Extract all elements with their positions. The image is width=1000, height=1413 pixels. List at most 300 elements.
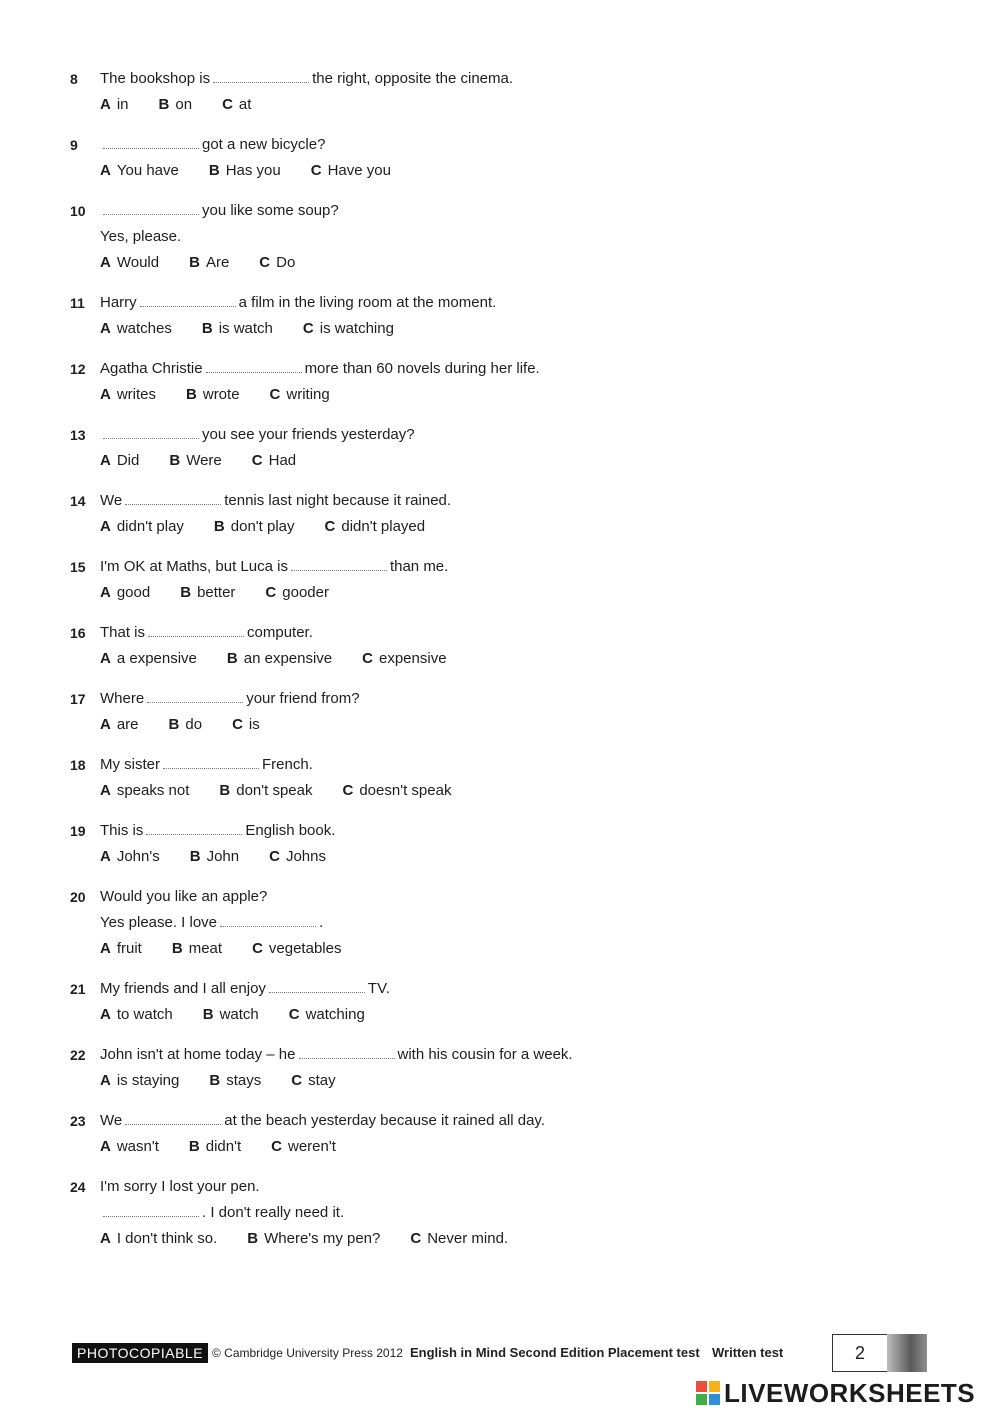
question-text: [100, 66, 513, 92]
answer-option[interactable]: [219, 778, 312, 804]
question-text: [100, 290, 496, 316]
question-number: 15: [70, 559, 86, 575]
question-text-part: you like some soup?: [202, 202, 339, 219]
answer-option[interactable]: [100, 936, 142, 962]
option-letter: A: [100, 584, 111, 601]
question-text-part: tennis last night because it rained.: [224, 492, 452, 509]
option-letter: C: [259, 254, 271, 271]
option-text: Do: [276, 254, 296, 271]
question-line: [70, 1108, 950, 1134]
answer-option[interactable]: [209, 1068, 261, 1094]
answer-options: [100, 448, 326, 474]
answer-option[interactable]: [172, 936, 222, 962]
option-text: don't speak: [236, 782, 313, 799]
answer-option[interactable]: [303, 316, 394, 342]
question-item: [70, 976, 950, 1028]
question-text-part: Where: [100, 690, 145, 707]
answer-blank[interactable]: [147, 688, 243, 703]
question-number: 20: [70, 889, 86, 905]
question-text-part: Would you like an apple?: [100, 888, 268, 905]
question-text: [100, 884, 267, 910]
option-text: You have: [116, 162, 179, 179]
option-text: fruit: [116, 940, 142, 957]
option-letter: A: [100, 650, 111, 667]
question-item: [70, 356, 950, 408]
option-text: is watch: [218, 320, 273, 337]
option-letter: C: [222, 96, 233, 113]
question-text-part: than me.: [389, 558, 449, 575]
option-letter: B: [201, 320, 213, 337]
option-letter: B: [189, 254, 200, 271]
answer-option[interactable]: [100, 514, 184, 540]
answer-options: [100, 1002, 395, 1028]
option-letter: A: [100, 1230, 111, 1247]
options-line: [70, 1002, 950, 1028]
question-text: [100, 818, 335, 844]
option-text: Have you: [327, 162, 391, 179]
answer-option[interactable]: [247, 1226, 380, 1252]
answer-option[interactable]: [271, 1134, 336, 1160]
answer-option[interactable]: [265, 580, 329, 606]
question-number: 17: [70, 691, 86, 707]
question-text-part: Yes please. I love: [100, 914, 218, 931]
answer-blank[interactable]: [140, 292, 236, 307]
question-list: [70, 66, 950, 1266]
copyright-text: © Cambridge University Press 2012: [212, 1346, 403, 1360]
answer-option[interactable]: [189, 250, 229, 276]
option-letter: C: [265, 584, 277, 601]
answer-option[interactable]: [100, 844, 160, 870]
answer-blank[interactable]: [125, 490, 221, 505]
question-text: [100, 1174, 260, 1200]
option-letter: C: [269, 386, 281, 403]
question-number: 8: [70, 71, 78, 87]
option-letter: C: [362, 650, 373, 667]
question-number: 21: [70, 981, 86, 997]
question-item: [70, 884, 950, 962]
question-text-part: Agatha Christie: [100, 360, 203, 377]
answer-blank[interactable]: [213, 68, 309, 83]
answer-option[interactable]: [100, 712, 139, 738]
option-text: Are: [205, 254, 230, 271]
option-text: speaks not: [116, 782, 190, 799]
question-item: [70, 1108, 950, 1160]
answer-option[interactable]: [289, 1002, 365, 1028]
option-text: didn't played: [341, 518, 426, 535]
question-number: 19: [70, 823, 86, 839]
question-text-part: the right, opposite the cinema.: [312, 70, 514, 87]
answer-option[interactable]: [186, 382, 240, 408]
option-letter: C: [302, 320, 314, 337]
answer-option[interactable]: [291, 1068, 335, 1094]
option-text: vegetables: [268, 940, 342, 957]
answer-option[interactable]: [325, 514, 426, 540]
question-text-part: We: [100, 1112, 123, 1129]
answer-option[interactable]: [100, 250, 159, 276]
answer-options: [100, 382, 360, 408]
option-text: stays: [226, 1072, 262, 1089]
answer-option[interactable]: [100, 382, 156, 408]
question-item: [70, 488, 950, 540]
option-letter: B: [202, 1006, 214, 1023]
option-letter: A: [100, 1138, 111, 1155]
option-letter: A: [100, 518, 111, 535]
option-letter: A: [100, 1006, 111, 1023]
page-number: 2: [832, 1334, 888, 1372]
answer-option[interactable]: [189, 1134, 241, 1160]
option-letter: B: [219, 782, 231, 799]
answer-options: [100, 1134, 366, 1160]
question-text-part: I'm sorry I lost your pen.: [100, 1178, 260, 1195]
answer-blank[interactable]: [299, 1044, 395, 1059]
question-number: 14: [70, 493, 86, 509]
question-text: [100, 620, 313, 646]
option-text: on: [175, 96, 193, 113]
answer-option[interactable]: [227, 646, 332, 672]
option-text: stay: [308, 1072, 336, 1089]
option-letter: A: [100, 254, 111, 271]
answer-option[interactable]: [169, 448, 221, 474]
option-text: Has you: [225, 162, 281, 179]
options-line: [70, 382, 950, 408]
option-letter: B: [208, 162, 220, 179]
option-letter: A: [100, 386, 111, 403]
options-line: [70, 1068, 950, 1094]
answer-blank[interactable]: [103, 424, 199, 439]
question-text-part: That is: [100, 624, 146, 641]
answer-options: [100, 158, 421, 184]
question-line: [70, 554, 950, 580]
question-item: [70, 198, 950, 276]
question-text: [100, 356, 540, 382]
option-text: to watch: [116, 1006, 173, 1023]
answer-blank[interactable]: [220, 912, 316, 927]
question-text-part: a film in the living room at the moment.: [238, 294, 497, 311]
question-text-part: The bookshop is: [100, 70, 211, 87]
option-letter: B: [180, 584, 192, 601]
option-text: an expensive: [243, 650, 333, 667]
answer-option[interactable]: [100, 1002, 173, 1028]
question-text: [100, 1042, 573, 1068]
answer-options: [100, 712, 290, 738]
question-text: [100, 554, 448, 580]
question-line: [70, 1200, 950, 1226]
answer-option[interactable]: [100, 1068, 179, 1094]
option-text: didn't play: [116, 518, 184, 535]
option-text: a expensive: [116, 650, 197, 667]
answer-option[interactable]: [202, 316, 273, 342]
options-line: [70, 712, 950, 738]
question-text: [100, 422, 415, 448]
question-line: [70, 488, 950, 514]
option-letter: B: [213, 518, 225, 535]
option-text: is: [248, 716, 260, 733]
answer-option[interactable]: [159, 92, 193, 118]
option-letter: C: [291, 1072, 303, 1089]
options-line: [70, 580, 950, 606]
answer-options: [100, 778, 481, 804]
question-line: [70, 976, 950, 1002]
question-number: 10: [70, 203, 86, 219]
option-text: doesn't speak: [359, 782, 452, 799]
option-letter: C: [232, 716, 243, 733]
answer-blank[interactable]: [103, 200, 199, 215]
question-text-part: .: [319, 914, 324, 931]
answer-option[interactable]: [222, 92, 251, 118]
option-letter: C: [271, 1138, 282, 1155]
options-line: [70, 1134, 950, 1160]
answer-blank[interactable]: [103, 1202, 199, 1217]
question-item: [70, 620, 950, 672]
answer-options: [100, 514, 455, 540]
question-text-part: . I don't really need it.: [202, 1204, 345, 1221]
answer-option[interactable]: [100, 92, 129, 118]
question-item: [70, 66, 950, 118]
answer-option[interactable]: [252, 448, 296, 474]
question-number: 11: [70, 295, 85, 311]
option-letter: B: [189, 848, 201, 865]
answer-blank[interactable]: [103, 134, 199, 149]
option-text: watches: [116, 320, 172, 337]
liveworksheets-logo: [696, 1378, 996, 1408]
answer-option[interactable]: [270, 382, 330, 408]
answer-options: [100, 1068, 366, 1094]
question-text-part: got a new bicycle?: [202, 136, 326, 153]
options-line: [70, 448, 950, 474]
answer-option[interactable]: [269, 844, 326, 870]
question-item: [70, 290, 950, 342]
option-text: Had: [268, 452, 297, 469]
option-text: in: [116, 96, 129, 113]
question-line: [70, 356, 950, 382]
question-text-part: We: [100, 492, 123, 509]
answer-option[interactable]: [180, 580, 235, 606]
answer-options: [100, 646, 477, 672]
answer-blank[interactable]: [125, 1110, 221, 1125]
question-item: [70, 422, 950, 474]
option-text: is staying: [116, 1072, 180, 1089]
option-letter: A: [100, 162, 111, 179]
option-text: weren't: [287, 1138, 336, 1155]
question-text-part: your friend from?: [246, 690, 360, 707]
question-item: [70, 752, 950, 804]
options-line: [70, 316, 950, 342]
question-number: 13: [70, 427, 86, 443]
option-letter: A: [100, 320, 111, 337]
option-text: wasn't: [116, 1138, 159, 1155]
question-line: [70, 884, 950, 910]
question-text: [100, 1200, 344, 1226]
question-line: [70, 686, 950, 712]
question-text-part: I'm OK at Maths, but Luca is: [100, 558, 288, 575]
option-text: gooder: [282, 584, 329, 601]
options-line: [70, 514, 950, 540]
answer-options: [100, 250, 325, 276]
question-line: [70, 620, 950, 646]
options-line: [70, 778, 950, 804]
question-line: [70, 198, 950, 224]
question-number: 23: [70, 1113, 86, 1129]
answer-option[interactable]: [100, 646, 197, 672]
question-number: 16: [70, 625, 86, 641]
answer-option[interactable]: [100, 1134, 159, 1160]
option-letter: B: [209, 1072, 221, 1089]
option-letter: B: [171, 940, 183, 957]
question-text-part: My sister: [100, 756, 160, 773]
option-letter: A: [100, 782, 111, 799]
test-title: English in Mind Second Edition Placement test: [410, 1345, 700, 1360]
question-text-part: French.: [262, 756, 313, 773]
option-text: watch: [219, 1006, 259, 1023]
photocopiable-label: PHOTOCOPIABLE: [72, 1343, 208, 1363]
answer-option[interactable]: [410, 1226, 508, 1252]
question-item: [70, 554, 950, 606]
answer-blank[interactable]: [206, 358, 302, 373]
answer-option[interactable]: [100, 158, 179, 184]
answer-option[interactable]: [311, 158, 391, 184]
option-text: writes: [116, 386, 157, 403]
option-letter: B: [169, 452, 181, 469]
answer-option[interactable]: [362, 646, 446, 672]
answer-option[interactable]: [100, 316, 172, 342]
answer-option[interactable]: [100, 1226, 217, 1252]
answer-options: [100, 936, 371, 962]
answer-option[interactable]: [190, 844, 239, 870]
option-text: Johns: [285, 848, 326, 865]
answer-options: [100, 316, 424, 342]
option-text: John's: [116, 848, 160, 865]
question-text-part: This is: [100, 822, 144, 839]
option-letter: A: [100, 716, 111, 733]
question-text: [100, 132, 325, 158]
option-text: meat: [188, 940, 223, 957]
option-letter: A: [100, 96, 111, 113]
question-item: [70, 1174, 950, 1252]
question-item: [70, 818, 950, 870]
answer-option[interactable]: [100, 448, 139, 474]
option-text: wrote: [202, 386, 240, 403]
answer-option[interactable]: [343, 778, 452, 804]
option-text: I don't think so.: [116, 1230, 218, 1247]
option-text: is watching: [319, 320, 394, 337]
answer-option[interactable]: [203, 1002, 259, 1028]
question-line: [70, 422, 950, 448]
logo-text: LIVEWORKSHEETS: [724, 1378, 976, 1408]
question-line: [70, 752, 950, 778]
option-text: expensive: [379, 650, 447, 667]
option-letter: C: [324, 518, 336, 535]
answer-blank[interactable]: [146, 820, 242, 835]
option-text: Never mind.: [427, 1230, 509, 1247]
option-letter: A: [100, 848, 111, 865]
question-item: [70, 132, 950, 184]
option-letter: B: [158, 96, 170, 113]
options-line: [70, 844, 950, 870]
question-number: 12: [70, 361, 86, 377]
option-text: are: [116, 716, 139, 733]
answer-blank[interactable]: [148, 622, 244, 637]
option-text: Would: [116, 254, 160, 271]
option-letter: C: [288, 1006, 300, 1023]
question-text: [100, 686, 360, 712]
question-line: [70, 66, 950, 92]
page-tab-decoration: [887, 1334, 927, 1372]
question-text-part: you see your friends yesterday?: [202, 426, 415, 443]
section-name: Written test: [712, 1345, 784, 1360]
question-text: [100, 976, 390, 1002]
answer-option[interactable]: [100, 580, 150, 606]
option-letter: A: [100, 452, 111, 469]
answer-options: [100, 844, 356, 870]
answer-option[interactable]: [100, 778, 189, 804]
option-text: at: [238, 96, 252, 113]
option-text: Did: [116, 452, 140, 469]
answer-blank[interactable]: [163, 754, 259, 769]
question-line: [70, 1042, 950, 1068]
question-text-part: My friends and I all enjoy: [100, 980, 266, 997]
answer-option[interactable]: [209, 158, 281, 184]
option-text: writing: [286, 386, 330, 403]
question-number: 22: [70, 1047, 86, 1063]
question-text-part: Harry: [100, 294, 137, 311]
option-letter: B: [186, 386, 197, 403]
option-text: watching: [305, 1006, 365, 1023]
answer-blank[interactable]: [269, 978, 365, 993]
option-letter: B: [188, 1138, 200, 1155]
option-letter: C: [410, 1230, 422, 1247]
option-text: better: [197, 584, 236, 601]
answer-options: [100, 1226, 538, 1252]
question-text: [100, 752, 313, 778]
page-footer: [72, 1334, 932, 1372]
question-line: [70, 290, 950, 316]
options-line: [70, 250, 950, 276]
option-text: good: [116, 584, 151, 601]
logo-icon: [696, 1381, 720, 1405]
answer-option[interactable]: [259, 250, 295, 276]
question-text-part: TV.: [367, 980, 390, 997]
question-line: [70, 132, 950, 158]
options-line: [70, 936, 950, 962]
answer-blank[interactable]: [291, 556, 387, 571]
question-text: [100, 488, 451, 514]
option-letter: B: [168, 716, 180, 733]
answer-options: [100, 92, 281, 118]
answer-option[interactable]: [169, 712, 203, 738]
options-line: [70, 1226, 950, 1252]
question-text-part: computer.: [247, 624, 313, 641]
option-text: John: [206, 848, 240, 865]
option-letter: C: [252, 940, 263, 957]
question-text-part: English book.: [245, 822, 336, 839]
option-letter: C: [310, 162, 322, 179]
question-text-part: at the beach yesterday because it rained all day.: [224, 1112, 545, 1129]
answer-option[interactable]: [214, 514, 295, 540]
answer-options: [100, 580, 359, 606]
question-line: [70, 910, 950, 936]
question-response-text: Yes, please.: [100, 228, 182, 245]
question-line: [70, 1174, 950, 1200]
question-text: [100, 198, 339, 224]
question-line: [70, 818, 950, 844]
answer-option[interactable]: [252, 936, 341, 962]
answer-option[interactable]: [232, 712, 260, 738]
option-letter: B: [247, 1230, 259, 1247]
question-number: 24: [70, 1179, 86, 1195]
option-letter: C: [269, 848, 280, 865]
question-item: [70, 686, 950, 738]
question-number: 18: [70, 757, 86, 773]
